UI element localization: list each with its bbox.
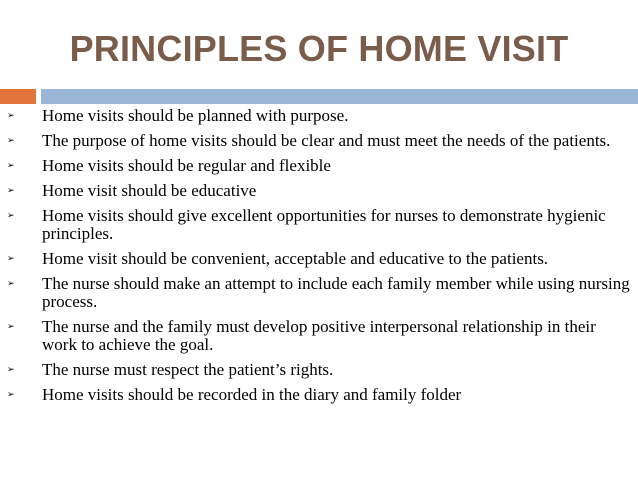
arrow-bullet-icon: ➢ (7, 111, 15, 121)
list-item (0, 132, 638, 150)
arrow-bullet-icon: ➢ (7, 322, 15, 332)
bullet-list (0, 107, 638, 411)
list-item (0, 361, 638, 379)
arrow-bullet-icon: ➢ (7, 211, 15, 221)
bullet-text: Home visit should be educative (42, 181, 257, 200)
bullet-text: The nurse should make an attempt to include each family member while using nursing process. (42, 274, 630, 311)
list-item (0, 182, 638, 200)
arrow-bullet-icon: ➢ (7, 136, 15, 146)
arrow-bullet-icon: ➢ (7, 186, 15, 196)
accent-bar-right (41, 89, 638, 104)
bullet-text: Home visits should be regular and flexible (42, 156, 331, 175)
list-item (0, 386, 638, 404)
bullet-text: Home visits should be recorded in the diary and family folder (42, 385, 462, 404)
slide-title: PRINCIPLES OF HOME VISIT (69, 28, 569, 69)
accent-bar-left (0, 89, 36, 104)
list-item (0, 318, 638, 354)
bullet-text: The nurse and the family must develop positive interpersonal relationship in their work to achieve the goal. (42, 317, 596, 354)
list-item (0, 250, 638, 268)
list-item (0, 157, 638, 175)
list-item (0, 275, 638, 311)
list-item (0, 207, 638, 243)
arrow-bullet-icon: ➢ (7, 390, 15, 400)
bullet-text: The nurse must respect the patient’s rights. (42, 360, 334, 379)
bullet-text: Home visits should give excellent opportunities for nurses to demonstrate hygienic principles. (42, 206, 606, 243)
arrow-bullet-icon: ➢ (7, 161, 15, 171)
arrow-bullet-icon: ➢ (7, 365, 15, 375)
bullet-text: Home visits should be planned with purpose. (42, 106, 349, 125)
list-item (0, 107, 638, 125)
bullet-text: The purpose of home visits should be clear and must meet the needs of the patients. (42, 131, 611, 150)
arrow-bullet-icon: ➢ (7, 279, 15, 289)
arrow-bullet-icon: ➢ (7, 254, 15, 264)
bullet-text: Home visit should be convenient, acceptable and educative to the patients. (42, 249, 549, 268)
